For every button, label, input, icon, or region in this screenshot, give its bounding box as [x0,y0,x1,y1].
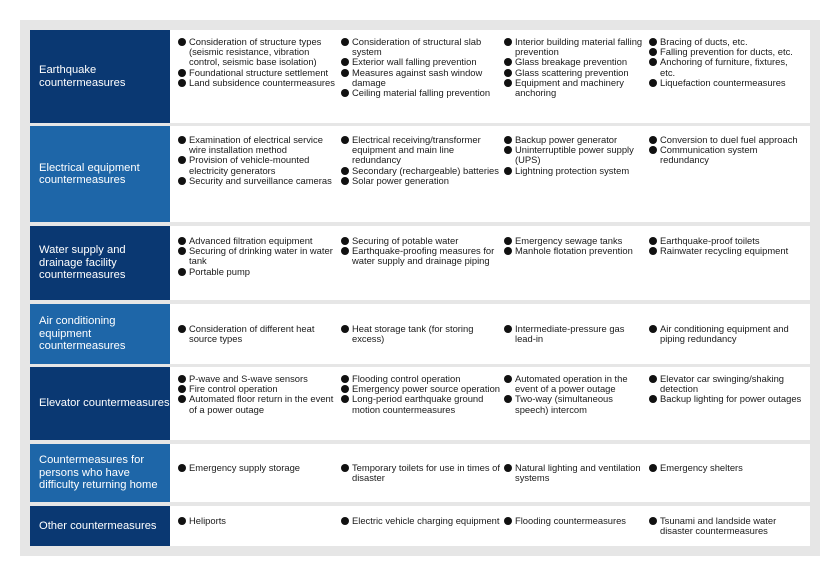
list-item: Natural lighting and ventilation systems [504,463,645,483]
list-item: Interior building material falling prevention [504,37,645,57]
category-label [30,126,170,222]
measure-list [341,516,500,526]
measure-list [504,37,645,98]
list-item: Heliports [178,516,337,526]
measure-list [178,463,337,473]
measure-list [178,37,337,88]
list-item: Air conditioning equipment and piping redundancy [649,324,805,344]
measure-list [341,236,500,267]
list-item: Anchoring of furniture, fixtures, etc. [649,57,805,77]
list-item: Electric vehicle charging equipment [341,516,500,526]
list-item: Foundational structure settlement [178,68,337,78]
measure-list [341,463,500,483]
list-item: Provision of vehicle-mounted electricity generators [178,155,337,175]
list-item: Measures against sash window damage [341,68,500,88]
list-item: Elevator car swinging/shaking detection [649,374,805,394]
measures-cells [170,226,810,300]
table-row-other [30,506,810,546]
list-item: Glass scattering prevention [504,68,645,78]
measure-list [178,516,337,526]
measure-list [649,37,805,88]
list-item: Earthquake-proofing measures for water supply and drainage piping [341,246,500,266]
table-row-electrical [30,126,810,222]
measure-list [178,135,337,186]
list-item: Electrical receiving/transformer equipment and main line redundancy [341,135,500,166]
list-item: Emergency shelters [649,463,805,473]
measure-list [178,236,337,277]
list-item: Solar power generation [341,176,500,186]
list-item: Advanced filtration equipment [178,236,337,246]
measures-cells [170,304,810,364]
measures-cells [170,30,810,123]
list-item: Emergency supply storage [178,463,337,473]
list-item: Security and surveillance cameras [178,176,337,186]
list-item: Earthquake-proof toilets [649,236,805,246]
measure-list [649,516,805,536]
list-item: Emergency power source operation [341,384,500,394]
list-item: Intermediate-pressure gas lead-in [504,324,645,344]
measure-list [504,135,645,176]
measure-list [649,324,805,344]
list-item: Backup lighting for power outages [649,394,805,404]
list-item: Bracing of ducts, etc. [649,37,805,47]
table-row-water [30,226,810,300]
measures-cells [170,506,810,546]
countermeasures-table [20,20,820,556]
measure-list [341,37,500,98]
list-item: Exterior wall falling prevention [341,57,500,67]
list-item: Two-way (simultaneous speech) intercom [504,394,645,414]
measure-list [504,516,645,526]
list-item: P-wave and S-wave sensors [178,374,337,384]
category-text: Other countermeasures [39,519,157,532]
table-row-returning-home [30,444,810,502]
measure-list [341,374,500,415]
list-item: Heat storage tank (for storing excess) [341,324,500,344]
category-text: Water supply and drainage facility countermeasures [39,244,126,282]
category-text: Countermeasures for persons who have difficulty returning home [39,454,158,492]
measure-list [504,463,645,483]
measures-cells [170,126,810,222]
list-item: Communication system redundancy [649,145,805,165]
list-item: Ceiling material falling prevention [341,88,500,98]
list-item: Tsunami and landside water disaster countermeasures [649,516,805,536]
list-item: Automated operation in the event of a power outage [504,374,645,394]
measure-list [178,374,337,415]
measures-cells [170,444,810,502]
measure-list [504,236,645,256]
list-item: Glass breakage prevention [504,57,645,67]
list-item: Examination of electrical service wire installation method [178,135,337,155]
measure-list [504,324,645,344]
list-item: Backup power generator [504,135,645,145]
category-text: Earthquake countermeasures [39,64,126,89]
measure-list [504,374,645,415]
category-text: Electrical equipment countermeasures [39,161,140,186]
list-item: Lightning protection system [504,166,645,176]
list-item: Manhole flotation prevention [504,246,645,256]
list-item: Uninterruptible power supply (UPS) [504,145,645,165]
measure-list [649,463,805,473]
measure-list [649,374,805,405]
measure-list [649,236,805,256]
category-text: Air conditioning equipment countermeasures [39,315,126,353]
list-item: Securing of drinking water in water tank [178,246,337,266]
list-item: Land subsidence countermeasures [178,78,337,88]
list-item: Temporary toilets for use in times of disaster [341,463,500,483]
list-item: Secondary (rechargeable) batteries [341,166,500,176]
measure-list [178,324,337,344]
list-item: Consideration of different heat source types [178,324,337,344]
list-item: Fire control operation [178,384,337,394]
category-label [30,304,170,364]
list-item: Long-period earthquake ground motion countermeasures [341,394,500,414]
list-item: Falling prevention for ducts, etc. [649,47,805,57]
list-item: Portable pump [178,267,337,277]
list-item: Equipment and machinery anchoring [504,78,645,98]
list-item: Liquefaction countermeasures [649,78,805,88]
list-item: Rainwater recycling equipment [649,246,805,256]
measure-list [341,135,500,186]
list-item: Consideration of structural slab system [341,37,500,57]
measure-list [341,324,500,344]
list-item: Flooding control operation [341,374,500,384]
list-item: Conversion to duel fuel approach [649,135,805,145]
list-item: Emergency sewage tanks [504,236,645,246]
category-label [30,444,170,502]
category-label [30,506,170,546]
category-label [30,226,170,300]
table-row-earthquake [30,30,810,123]
list-item: Automated floor return in the event of a power outage [178,394,337,414]
table-row-elevator [30,367,810,440]
measures-cells [170,367,810,440]
list-item: Consideration of structure types (seismic resistance, vibration control, seismic base isolation) [178,37,337,68]
list-item: Securing of potable water [341,236,500,246]
measure-list [649,135,805,166]
category-label [30,367,170,440]
category-text: Elevator countermeasures [39,397,170,410]
category-label [30,30,170,123]
list-item: Flooding countermeasures [504,516,645,526]
table-row-air-conditioning [30,304,810,364]
